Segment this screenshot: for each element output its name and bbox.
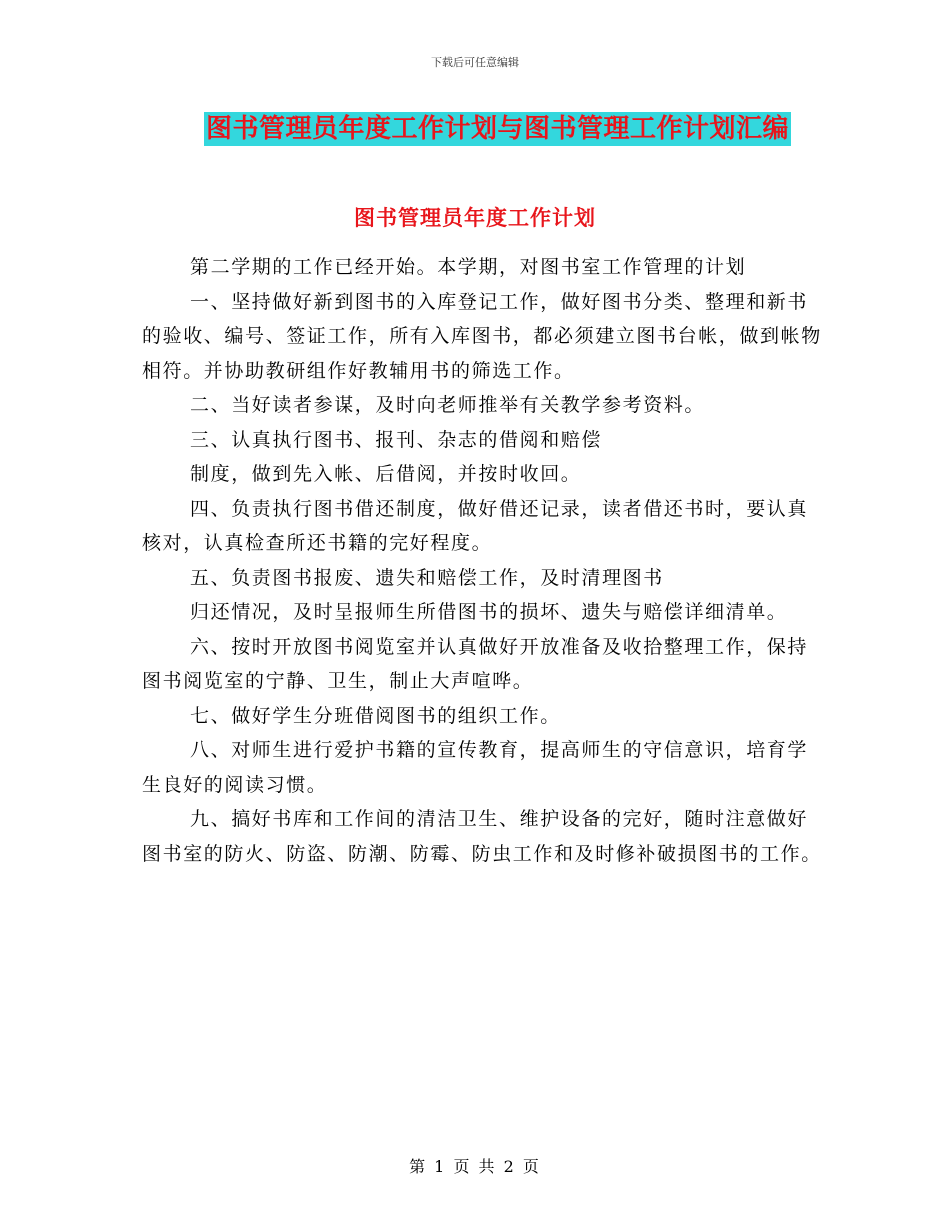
paragraph-item-1: 一、坚持做好新到图书的入库登记工作，做好图书分类、整理和新书的验收、编号、签证工作，所有入库图书，都必须建立图书台帐，做到帐物相符。并协助教研组作好教辅用书的筛选工作。 <box>142 290 822 382</box>
paragraph-item-6: 六、按时开放图书阅览室并认真做好开放准备及收拾整理工作，保持图书阅览室的宁静、卫生，制止大声喧哗。 <box>142 635 809 692</box>
header-note: 下载后可任意编辑 <box>431 56 519 69</box>
section-title: 图书管理员年度工作计划 <box>354 206 596 230</box>
paragraph-item-2: 二、当好读者参谋，及时向老师推举有关教学参考资料。 <box>190 394 706 416</box>
main-title-container <box>0 112 950 146</box>
document-main-title: 图书管理员年度工作计划与图书管理工作计划汇编 <box>205 114 789 144</box>
paragraph-item-4: 四、负责执行图书借还制度，做好借还记录，读者借还书时，要认真核对，认真检查所还书籍的完好程度。 <box>142 497 809 554</box>
paragraph-item-5-cont: 归还情况，及时呈报师生所借图书的损坏、遗失与赔偿详细清单。 <box>190 601 788 623</box>
paragraph-item-9: 九、搞好书库和工作间的清洁卫生、维护设备的完好，随时注意做好图书室的防火、防盗、防潮、防霉、防虫工作和及时修补破损图书的工作。 <box>142 808 822 865</box>
paragraph-item-8: 八、对师生进行爱护书籍的宣传教育，提高师生的守信意识，培育学生良好的阅读习惯。 <box>142 739 809 796</box>
paragraph-item-3-cont: 制度，做到先入帐、后借阅，并按时收回。 <box>190 463 582 485</box>
page-footer: 第 1 页 共 2 页 <box>409 1157 541 1176</box>
paragraph-item-5: 五、负责图书报废、遗失和赔偿工作，及时清理图书 <box>190 566 664 589</box>
paragraph-intro: 第二学期的工作已经开始。本学期，对图书室工作管理的计划 <box>190 256 747 278</box>
document-body <box>142 250 822 871</box>
paragraph-item-3: 三、认真执行图书、报刊、杂志的借阅和赔偿 <box>190 428 603 451</box>
paragraph-item-7: 七、做好学生分班借阅图书的组织工作。 <box>190 704 561 727</box>
